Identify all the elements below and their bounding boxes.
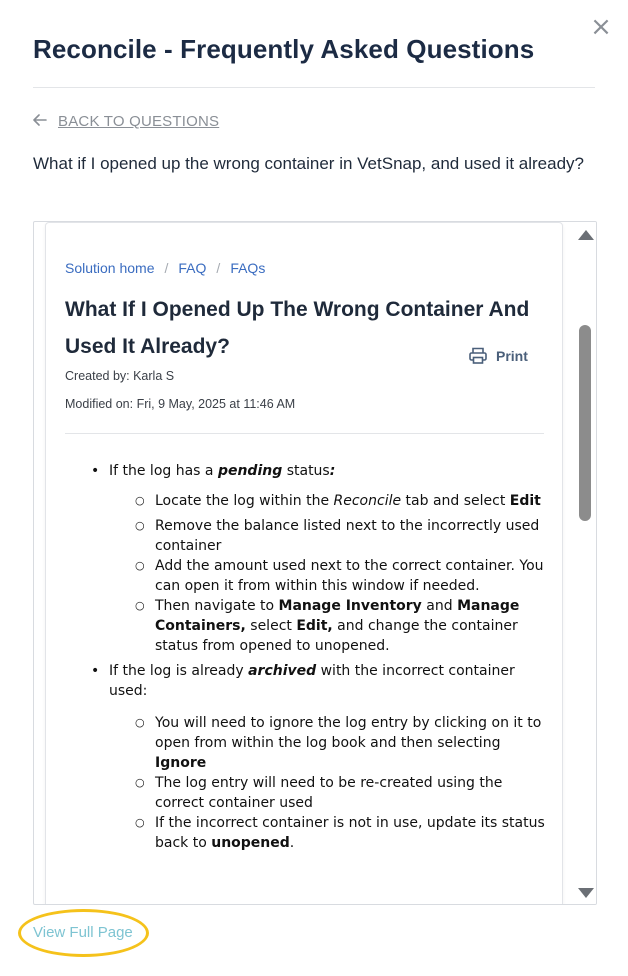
back-to-questions-label: BACK TO QUESTIONS	[58, 113, 220, 130]
list-item: ○ Then navigate to Manage Inventory and Manage Containers, select Edit, and change the container status from opened to unopened.	[109, 596, 555, 656]
scrollbar-thumb[interactable]	[579, 325, 591, 521]
close-icon[interactable]: ×	[590, 12, 612, 42]
created-by: Created by: Karla S	[65, 369, 175, 383]
breadcrumb-separator: /	[216, 260, 221, 276]
scroll-down-icon[interactable]	[578, 888, 594, 898]
breadcrumb	[65, 260, 265, 276]
view-full-page-link[interactable]: View Full Page	[33, 924, 133, 941]
article-divider	[65, 433, 544, 434]
article-card	[45, 222, 563, 905]
article-body	[65, 461, 555, 853]
breadcrumb-separator: /	[164, 260, 169, 276]
article-title: What If I Opened Up The Wrong Container And Used It Already?	[65, 298, 530, 358]
arrow-left-icon	[33, 113, 51, 130]
list-item: ○ The log entry will need to be re-created using the correct container used	[109, 773, 555, 813]
print-label: Print	[496, 347, 528, 364]
breadcrumb-faqs[interactable]: FAQs	[230, 260, 266, 276]
article-frame	[33, 221, 597, 905]
modal-title: Reconcile - Frequently Asked Questions	[33, 34, 535, 64]
list-item: ○ Add the amount used next to the correct container. You can open it from within this window if needed.	[109, 556, 555, 596]
question-text: What if I opened up the wrong container in VetSnap, and used it already?	[33, 154, 584, 173]
list-item: ○ If the incorrect container is not in use, update its status back to unopened.	[109, 813, 555, 853]
print-button[interactable]	[469, 347, 528, 364]
modified-on: Modified on: Fri, 9 May, 2025 at 11:46 AM	[65, 397, 296, 411]
list-item: ○ Remove the balance listed next to the incorrectly used container	[109, 516, 555, 556]
list-item: • If the log is already archived with the incorrect container used: ○ You will need to ignore the log entry by clicking on it to open from within the log book and then selecting Ignore ○ The log entry will need to be re-created using the correct container used ○ If the incorrect container is not in use, update its status back to unopened.	[65, 661, 555, 853]
list-item: • If the log has a pending status: ○ Locate the log within the Reconcile tab and select Edit ○ Remove the balance listed next to the incorrectly used container ○ Add the amount used next to the correct container. You can open it from within this window if needed. ○ Then navigate to Manage Inventory and Manage Containers, select Edit, and change the container status from opened to unopened.	[65, 461, 555, 656]
printer-icon	[469, 347, 487, 364]
list-item: ○ You will need to ignore the log entry by clicking on it to open from within the log book and then selecting Ignore	[109, 713, 555, 773]
list-item: ○ Locate the log within the Reconcile tab and select Edit	[109, 491, 555, 511]
back-to-questions-link[interactable]	[33, 113, 219, 130]
breadcrumb-solution-home[interactable]: Solution home	[65, 260, 155, 276]
scrollbar[interactable]	[574, 222, 596, 904]
scroll-up-icon[interactable]	[578, 230, 594, 240]
title-divider	[33, 87, 595, 88]
breadcrumb-faq[interactable]: FAQ	[178, 260, 207, 276]
